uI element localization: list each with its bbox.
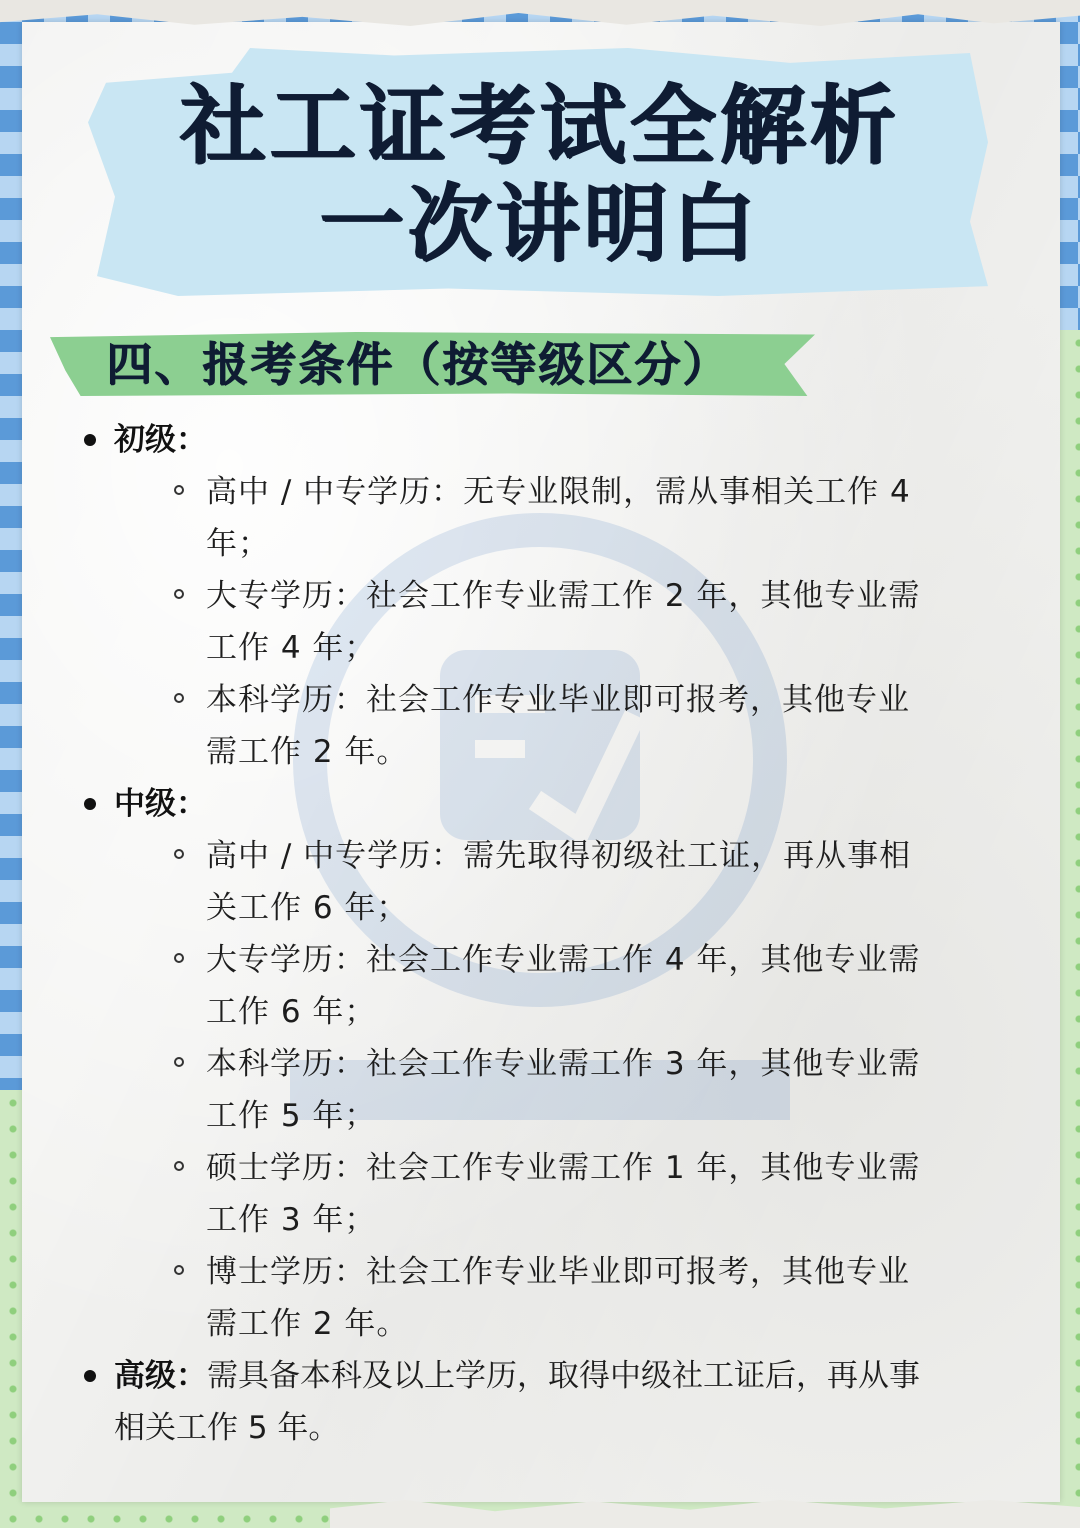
list-item-text: 大专学历：社会工作专业需工作 4 年，其他专业需工作 6 年； [206, 942, 921, 1030]
list-item [206, 934, 930, 1038]
level-intermediate [80, 778, 930, 1350]
list-item [206, 570, 930, 674]
list-item-text: 本科学历：社会工作专业毕业即可报考，其他专业需工作 2 年。 [206, 682, 910, 770]
level-label: 中级： [114, 786, 207, 822]
list-item-text: 本科学历：社会工作专业需工作 3 年，其他专业需工作 5 年； [206, 1046, 921, 1134]
section-title: 四、报考条件（按等级区分） [106, 337, 730, 391]
ring-bullet-icon [174, 849, 184, 859]
list-item [206, 1142, 930, 1246]
list-item [206, 1246, 930, 1350]
page-title: 社工证考试全解析 [180, 76, 900, 176]
bullet-icon [84, 1370, 96, 1382]
sub-list [114, 830, 930, 1350]
page-subtitle: 一次讲明白 [319, 175, 760, 273]
ring-bullet-icon [174, 693, 184, 703]
level-label: 初级： [114, 422, 207, 458]
bullet-icon [84, 434, 96, 446]
sub-list [114, 466, 930, 778]
level-primary [80, 414, 930, 778]
level-text: 需具备本科及以上学历，取得中级社工证后，再从事相关工作 5 年。 [114, 1358, 920, 1446]
ring-bullet-icon [174, 1265, 184, 1275]
ring-bullet-icon [174, 589, 184, 599]
list-item [206, 830, 930, 934]
list-item [206, 466, 930, 570]
ring-bullet-icon [174, 953, 184, 963]
ring-bullet-icon [174, 485, 184, 495]
list-item [206, 674, 930, 778]
list-item-text: 高中 / 中专学历：需先取得初级社工证，再从事相关工作 6 年； [206, 838, 912, 926]
level-senior [80, 1350, 930, 1454]
bullet-icon [84, 798, 96, 810]
list-item [206, 1038, 930, 1142]
list-item-text: 硕士学历：社会工作专业需工作 1 年，其他专业需工作 3 年； [206, 1150, 921, 1238]
ring-bullet-icon [174, 1161, 184, 1171]
ring-bullet-icon [174, 1057, 184, 1067]
list-item-text: 博士学历：社会工作专业毕业即可报考，其他专业需工作 2 年。 [206, 1254, 910, 1342]
level-label: 高级： [114, 1358, 207, 1394]
list-item-text: 高中 / 中专学历：无专业限制，需从事相关工作 4 年； [206, 474, 911, 562]
requirements-list [80, 414, 930, 1454]
list-item-text: 大专学历：社会工作专业需工作 2 年，其他专业需工作 4 年； [206, 578, 921, 666]
